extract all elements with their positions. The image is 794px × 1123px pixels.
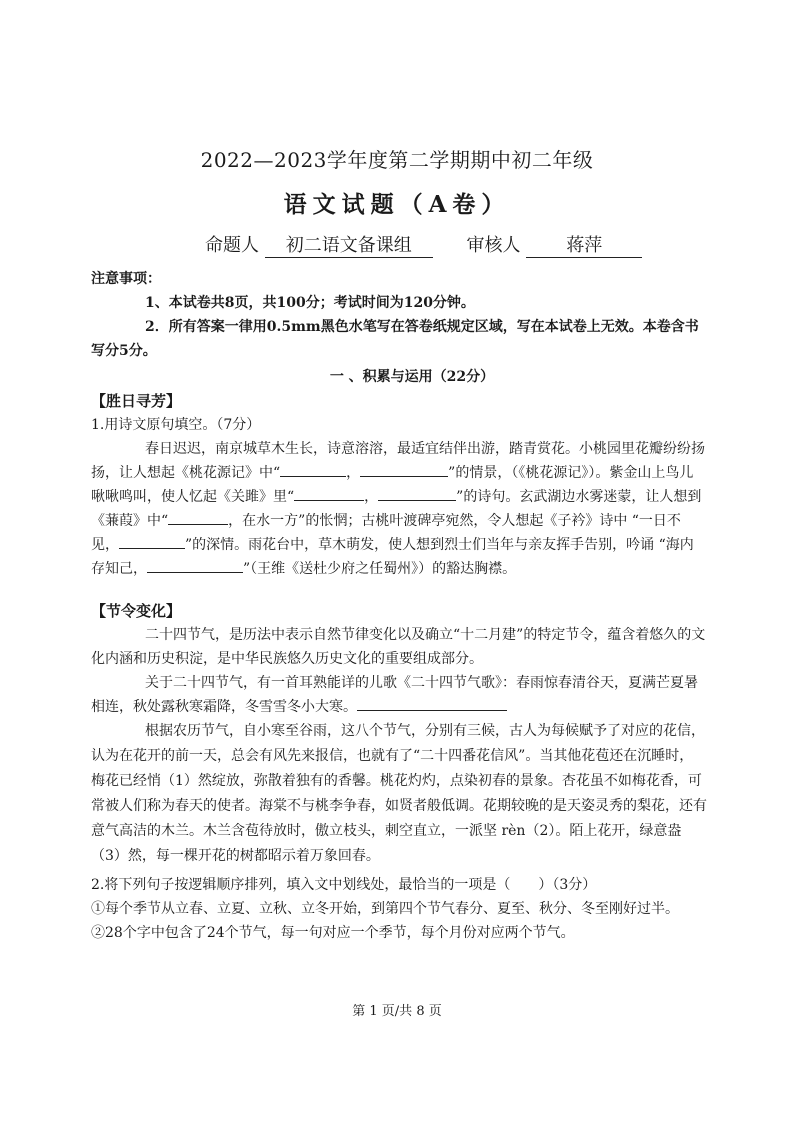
exam-body <box>91 267 707 945</box>
q1-text-6: ，在水一方”的怅惘；古桃叶渡碑亭宛然，令人想起《子衿》诗中 “一日不见， <box>91 513 681 553</box>
q1-passage <box>91 437 707 581</box>
notes-heading: 注意事项： <box>91 271 161 287</box>
reviewer-label: 审核人 <box>466 235 521 256</box>
q1-blank-7[interactable] <box>147 558 243 573</box>
q1-blank-5[interactable] <box>168 510 228 525</box>
section-tag-2: 【节令变化】 <box>91 602 182 620</box>
q1-text-4: ， <box>364 489 379 505</box>
q1-text-1: 春日迟迟，南京城草木生长，诗意溶溶，最适宜结伴出游，踏青赏花。小桃园里花瓣纷纷扬扬，让人想起《桃花源记》中“ <box>91 441 705 481</box>
q1-blank-3[interactable] <box>294 486 364 501</box>
q1-text-5: ”的诗句。玄武湖边水雾迷蒙，让人想到《蒹葭》中“ <box>91 489 702 529</box>
page-number: 第 1 页/共 8 页 <box>352 1004 442 1019</box>
exam-title-subject: 语文试题（A卷） <box>283 191 511 218</box>
q2-option-1: ①每个季节从立春、立夏、立秋、立冬开始，到第四个节气春分、夏至、秋分、冬至刚好过半。 <box>91 901 679 917</box>
passage-para-3: 根据农历节气，自小寒至谷雨，这八个节气，分别有三候，古人为每候赋予了对应的花信，认为在花开的前一天，总会有风先来报信，也就有了“二十四番花信风”。当其他花苞还在沉睡时，梅花已经悄（1）然绽放，弥散着独有的香馨。桃花灼灼，点染初春的景象。杏花虽不如梅花香，可常被人们称为春天的使者。海棠不与桃李争春，如贤者般低调。花期较晚的是天姿灵秀的梨花，还有意气高洁的木兰。木兰含苞待放时，傲立枝头，刺空直立，一派坚 rèn（2）。陌上花开，绿意盎（3）然，每一棵开花的树都昭示着万象回春。 <box>91 723 707 864</box>
q2-option-2: ②28个字中包含了24个节气，每一句对应一个季节，每个月份对应两个节气。 <box>91 925 575 941</box>
q1-blank-1[interactable] <box>280 462 346 477</box>
q1-blank-6[interactable] <box>119 534 185 549</box>
q1-stem: 1.用诗文原句填空。（7分） <box>91 417 261 433</box>
notes-item-2: 2．所有答案一律用0.5mm黑色水笔写在答卷纸规定区域，写在本试卷上无效。本卷含书写分5分。 <box>91 319 699 359</box>
section-title: 一 、积累与运用（22分） <box>329 369 495 385</box>
author-label: 命题人 <box>205 235 259 256</box>
q1-blank-4[interactable] <box>378 486 456 501</box>
q1-text-7: ”的深情。雨花台中，草木萌发，使人想到烈士们当年与亲友挥手告别，吟诵 “海内存知己， <box>91 537 694 577</box>
passage-para-2 <box>91 671 707 719</box>
passage-underline-blank[interactable] <box>357 696 507 711</box>
author-value: 初二语文备课组 <box>265 231 433 258</box>
section-tag-1: 【胜日寻芳】 <box>91 392 182 410</box>
notes-item-1: 1、本试卷共8页，共100分；考试时间为120分钟。 <box>145 295 475 311</box>
q1-text-8: ”（王维《送杜少府之任蜀州》）的豁达胸襟。 <box>243 561 517 577</box>
reviewer-value: 蒋萍 <box>526 231 642 258</box>
q1-blank-2[interactable] <box>360 462 448 477</box>
q1-text-3: ”的情景，（《桃花源记》）。紫金山上鸟儿啾啾鸣叫，使人忆起《关雎》里“ <box>91 465 694 505</box>
q1-text-2: ， <box>346 465 361 481</box>
q2-stem: 2.将下列句子按逻辑顺序排列，填入文中划线处，最恰当的一项是（ ）（3分） <box>91 877 597 893</box>
passage-para-2-text: 关于二十四节气，有一首耳熟能详的儿歌《二十四节气歌》：春雨惊春清谷天，夏满芒夏暑相连，秋处露秋寒霜降，冬雪雪冬小大寒。 <box>91 675 698 715</box>
author-line <box>205 231 642 258</box>
passage-para-1: 二十四节气，是历法中表示自然节律变化以及确立“十二月建”的特定节令，蕴含着悠久的文化内涵和历史积淀，是中华民族悠久历史文化的重要组成部分。 <box>91 627 706 667</box>
exam-title-year: 2022—2023学年度第二学期期中初二年级 <box>200 148 594 172</box>
